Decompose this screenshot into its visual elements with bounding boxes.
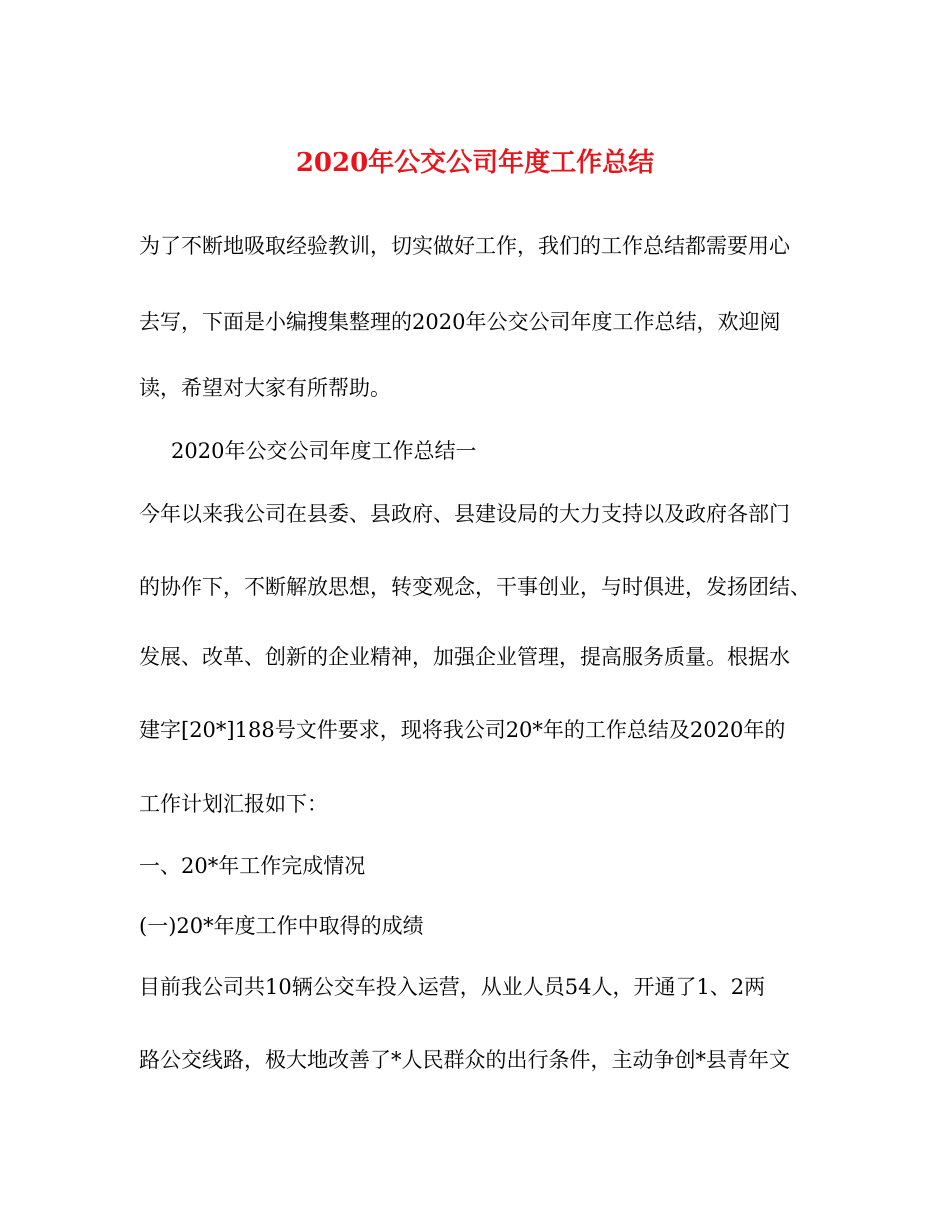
paragraph-line: 今年以来我公司在县委、县政府、县建设局的大力支持以及政府各部门 [139,502,790,526]
paragraph-line: 建字[20*]188号文件要求，现将我公司20*年的工作总结及2020年的 [139,718,786,742]
paragraph-line: 去写，下面是小编搜集整理的2020年公交公司年度工作总结，欢迎阅 [139,310,781,334]
paragraph-line: 目前我公司共10辆公交车投入运营，从业人员54人，开通了1、2两 [139,975,766,999]
paragraph-line: 的协作下，不断解放思想，转变观念，干事创业，与时俱进，发扬团结、 [139,575,811,599]
paragraph-line: 为了不断地吸取经验教训，切实做好工作，我们的工作总结都需要用心 [139,234,790,258]
paragraph-line: 发展、改革、创新的企业精神，加强企业管理，提高服务质量。根据水 [139,645,790,669]
section-heading: 一、20*年工作完成情况 [139,854,366,878]
paragraph-line: 路公交线路，极大地改善了*人民群众的出行条件，主动争创*县青年文 [139,1048,790,1072]
document-title: 2020年公交公司年度工作总结 [295,148,655,178]
paragraph-line: 读，希望对大家有所帮助。 [139,376,391,400]
paragraph-line: 工作计划汇报如下： [139,792,328,816]
subsection-heading: (一)20*年度工作中取得的成绩 [139,914,424,938]
section-heading: 2020年公交公司年度工作总结一 [171,439,477,463]
